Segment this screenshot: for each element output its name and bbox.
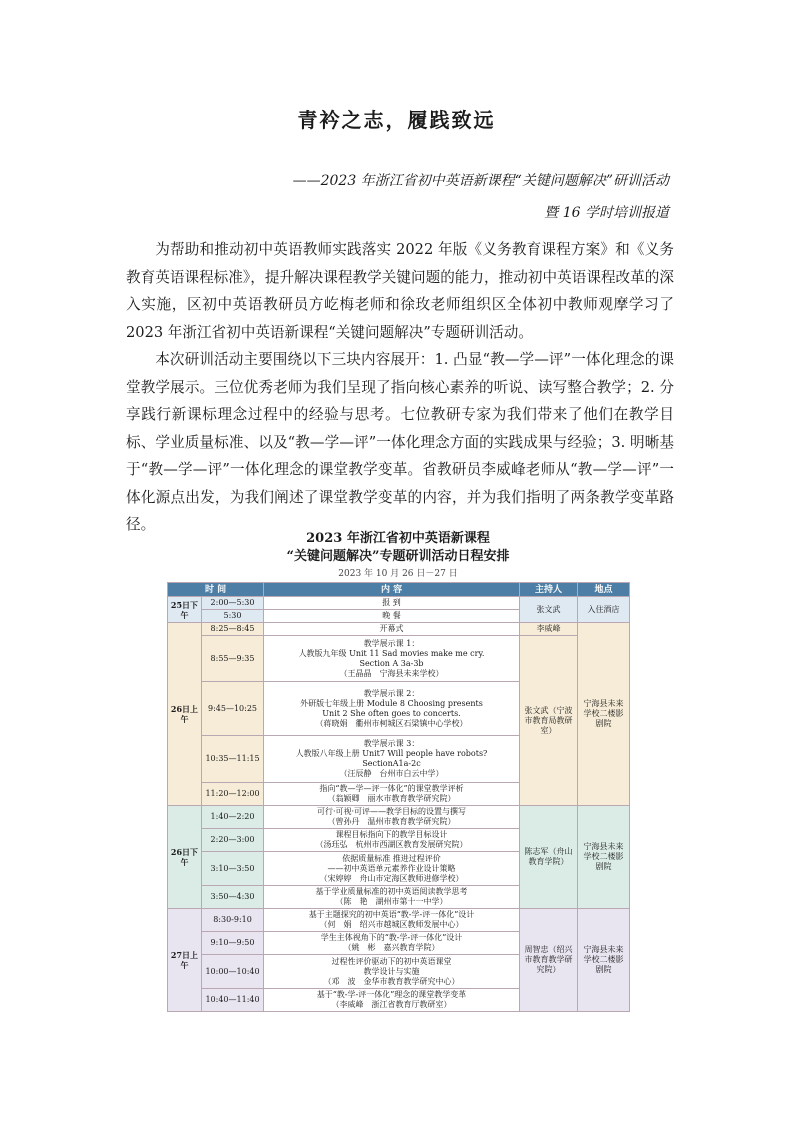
session-content-line: （姚 彬 嘉兴教育学院） xyxy=(343,943,440,952)
session-content-line: 基于主题探究的初中英语“教-学-评一体化”设计 xyxy=(308,910,475,919)
header-content: 内 容 xyxy=(264,583,520,597)
session-content xyxy=(264,886,520,909)
session-content-line: 过程性评价驱动下的初中英语课堂 xyxy=(331,956,452,966)
page-title: 青衿之志，履践致远 xyxy=(297,108,496,132)
session-content-line: （宋婷婷 舟山市定海区教师进修学校） xyxy=(319,873,464,883)
session-content-line: 外研版七年级上册 Module 8 Choosing presents xyxy=(300,698,483,708)
session-time: 9:10—9:50 xyxy=(202,932,264,955)
subtitle-line-2: 暨 16 学时培训报道 xyxy=(544,205,669,221)
host-cell: 张文武 xyxy=(520,597,578,623)
session-content xyxy=(264,806,520,829)
day-label: 27日上午 xyxy=(168,909,202,1012)
session-content-line: 可行·可视·可评——教学目标的设置与撰写 xyxy=(316,807,467,816)
schedule-row xyxy=(168,597,630,610)
schedule-header-row xyxy=(168,583,630,597)
session-content-line: 教学展示课 2： xyxy=(363,688,420,698)
session-content-line: 教学设计与实施 xyxy=(363,966,420,976)
session-content xyxy=(264,852,520,886)
session-content-line: SectionA1a-2c xyxy=(362,759,421,768)
schedule-title-line-2: “关键问题解决”专题研训活动日程安排 xyxy=(286,549,510,564)
session-time: 10:40—11:40 xyxy=(202,989,264,1012)
host-cell: 张文武（宁波市教育局教研室） xyxy=(520,636,578,806)
session-content-line: 课程目标指向下的教学目标设计 xyxy=(335,830,448,839)
schedule-row xyxy=(168,623,630,636)
paragraph-intro: 为帮助和推动初中英语教师实践落实 2022 年版《义务教育课程方案》和《义务教育英语课程标准》，提升解决课程教学关键问题的能力，推动初中英语课程改革的深入实施，区初中英语教研员方屹梅老师和徐玫老师组织区全体初中教师观摩学习了 2023 年浙江省初中英语新课程“关键问题解决”专题研训活动。 xyxy=(126,241,674,341)
day-label: 26日上午 xyxy=(168,623,202,806)
session-content-line: 人教版九年级 Unit 11 Sad movies make me cry. xyxy=(298,648,485,658)
header-place: 地点 xyxy=(578,583,630,597)
session-time: 1:40—2:20 xyxy=(202,806,264,829)
session-content-line: （何 娟 绍兴市越城区教师发展中心） xyxy=(319,920,464,929)
session-content xyxy=(264,909,520,932)
session-time: 2:00—5:30 xyxy=(202,597,264,610)
session-content-line: 教学展示课 3： xyxy=(363,739,420,748)
session-content xyxy=(264,783,520,806)
session-content-line: 教学展示课 1： xyxy=(363,638,420,648)
place-cell: 宁海县未来学校二楼影剧院 xyxy=(578,909,630,1012)
session-content-line: （汪辰静 台州市白云中学） xyxy=(339,769,444,778)
day-label: 25日下午 xyxy=(168,597,202,623)
schedule-figure xyxy=(167,530,629,1015)
session-content-line: 依据质量标准 推进过程评价 xyxy=(342,853,441,863)
paragraph-content: 本次研训活动主要围绕以下三块内容展开：1. 凸显“教—学—评”一体化理念的课堂教学展示。三位优秀老师为我们呈现了指向核心素养的听说、读写整合教学；2. 分享践行新课标理念过程中的经验与思考。七位教研专家为我们带来了他们在教学目标、学业质量标准、以及“教—学—评”一体化理念方面的实践成果与经验；3. 明晰基于“教—学—评”一体化理念的课堂教学变革。省教研员李威峰老师从“教—学—评”一体化源点出发，为我们阐述了课堂教学变革的内容，并为我们指明了两条教学变革路径。 xyxy=(126,351,674,533)
session-time: 10:00—10:40 xyxy=(202,955,264,989)
session-content-line: 人教版八年级上册 Unit7 Will people have robots? xyxy=(295,749,488,758)
session-content-line: （陈 艳 湖州市第十一中学） xyxy=(335,897,448,906)
host-cell: 周智忠（绍兴市教育教学研究院） xyxy=(520,909,578,1012)
session-time: 8:55—9:35 xyxy=(202,636,264,682)
session-content xyxy=(264,636,520,682)
session-content xyxy=(264,682,520,736)
session-content xyxy=(264,623,520,636)
session-content xyxy=(264,736,520,783)
day-label: 26日下午 xyxy=(168,806,202,909)
session-content-line: Unit 2 She often goes to concerts. xyxy=(322,708,461,718)
subtitle-line-1: ——2023 年浙江省初中英语新课程“关键问题解决”研训活动 xyxy=(292,173,669,189)
session-time: 8:30-9:10 xyxy=(202,909,264,932)
session-content-line: 开幕式 xyxy=(379,624,404,633)
session-time: 3:50—4:30 xyxy=(202,886,264,909)
session-content xyxy=(264,989,520,1012)
session-content-line: 晚 餐 xyxy=(382,611,401,620)
session-content-line: （蒋晓娟 衢州市柯城区石梁镇中心学校） xyxy=(315,718,468,728)
session-content-line: （曾孙丹 温州市教育教学研究院） xyxy=(327,817,456,826)
host-cell: 李威峰 xyxy=(520,623,578,636)
session-time: 8:25—8:45 xyxy=(202,623,264,636)
session-content-line: （邓 波 金华市教育教学研究中心） xyxy=(323,976,460,986)
session-content-line: 基于学业质量标准的初中英语阅读教学思考 xyxy=(315,887,468,896)
schedule-title-line-1: 2023 年浙江省初中英语新课程 xyxy=(306,531,490,546)
session-content-line: Section A 3a-3b xyxy=(359,658,424,668)
place-cell: 宁海县未来学校二楼影剧院 xyxy=(578,623,630,806)
place-cell: 入住酒店 xyxy=(578,597,630,623)
schedule-row xyxy=(168,806,630,829)
session-time: 5:30 xyxy=(202,610,264,623)
session-content-line: （翁颖卿 丽水市教育教学研究院） xyxy=(327,794,456,803)
session-time: 2:20—3:00 xyxy=(202,829,264,852)
session-content-line: （王晶晶 宁海县未来学校） xyxy=(339,668,444,678)
session-time: 9:45—10:25 xyxy=(202,682,264,736)
session-content-line: 指向“教—学—评一体化”的课堂教学评析 xyxy=(319,784,464,793)
session-content-line: （汤珏弘 杭州市西湖区教育发展研究院） xyxy=(315,840,468,849)
session-content-line: 报 到 xyxy=(382,598,401,607)
session-content-line: （李威峰 浙江省教育厅教研室） xyxy=(331,1000,452,1009)
session-content xyxy=(264,955,520,989)
session-content xyxy=(264,610,520,623)
session-content xyxy=(264,932,520,955)
host-cell: 陈志军（舟山教育学院） xyxy=(520,806,578,909)
session-time: 10:35—11:15 xyxy=(202,736,264,783)
session-content xyxy=(264,829,520,852)
session-content-line: 基于“教-学-评一体化”理念的课堂教学变革 xyxy=(316,990,467,999)
place-cell: 宁海县未来学校二楼影剧院 xyxy=(578,806,630,909)
header-time: 时 间 xyxy=(168,583,264,597)
session-content xyxy=(264,597,520,610)
session-content-line: 学生主体视角下的“教-学-评一体化”设计 xyxy=(320,933,463,942)
schedule-row xyxy=(168,636,630,682)
session-time: 11:20—12:00 xyxy=(202,783,264,806)
schedule-date: 2023 年 10 月 26 日－27 日 xyxy=(338,569,458,579)
session-content-line: ——初中英语单元素养作业设计策略 xyxy=(327,863,456,873)
schedule-table xyxy=(167,582,630,1012)
header-host: 主持人 xyxy=(520,583,578,597)
schedule-row xyxy=(168,909,630,932)
session-time: 3:10—3:50 xyxy=(202,852,264,886)
